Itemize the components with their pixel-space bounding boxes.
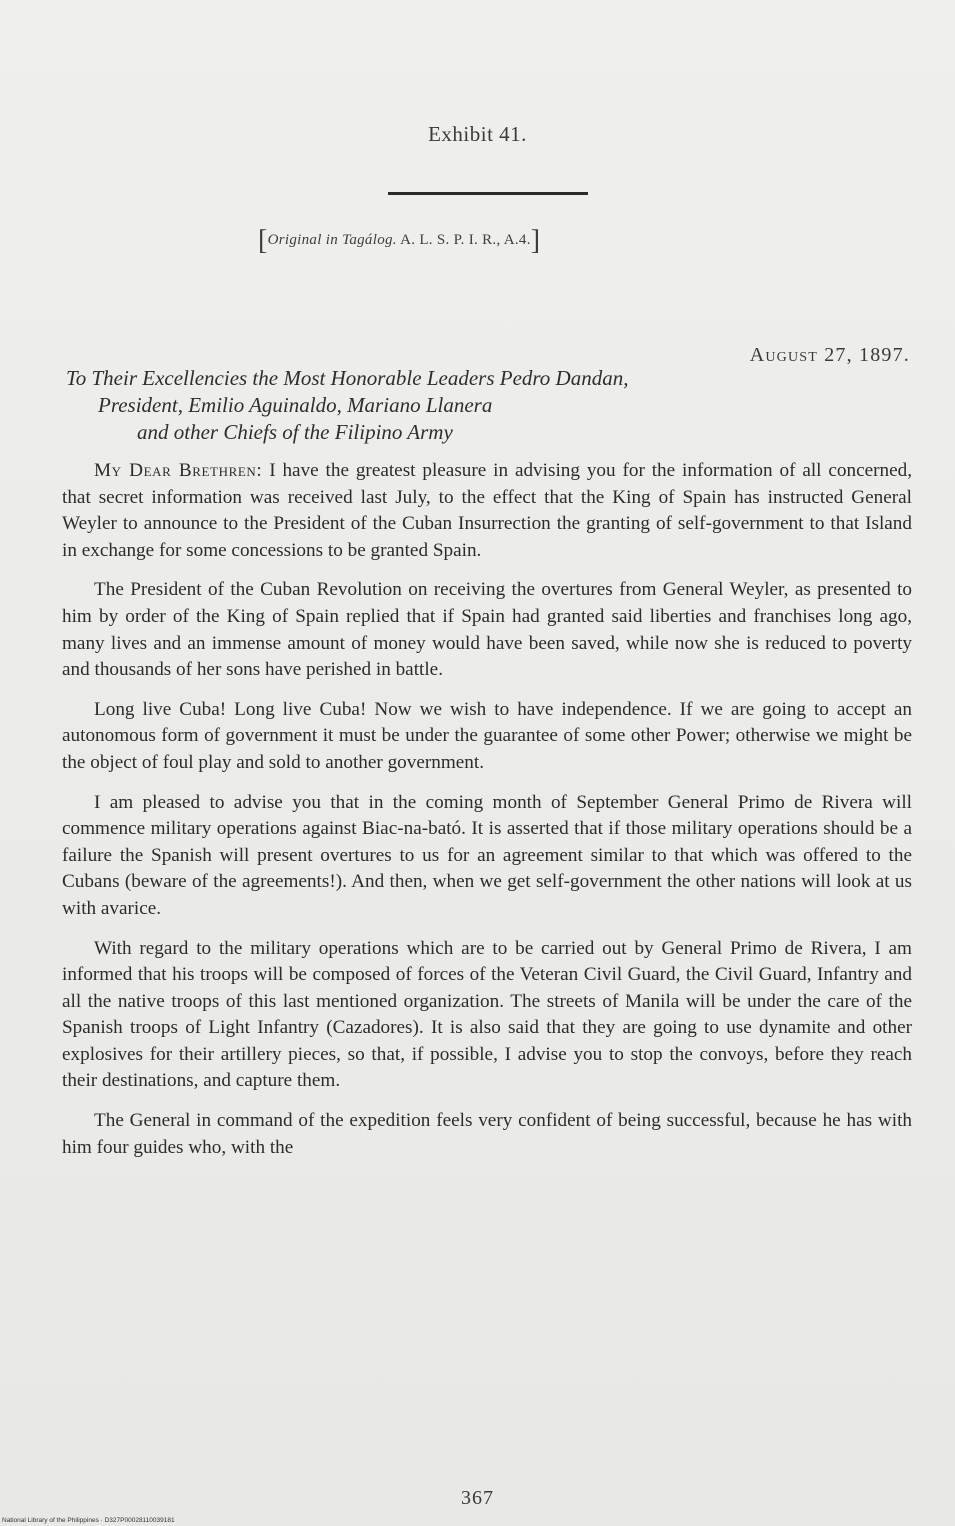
- bracket-open: [: [258, 225, 268, 256]
- title-rule: [388, 192, 588, 195]
- page-number: 367: [461, 1487, 494, 1509]
- exhibit-title: Exhibit 41.: [428, 122, 527, 146]
- letter-address: [66, 365, 906, 446]
- address-line: and other Chiefs of the Filipino Army: [137, 420, 453, 444]
- body-paragraph: The General in command of the expedition feels very confident of being successful, because he has with him four guides who, with the: [62, 1110, 912, 1158]
- original-note-ref: A. L. S. P. I. R., A.4.: [400, 232, 531, 248]
- paragraph-text: I have the greatest pleasure in advising you for the information of all concerned, that secret information was received last July, to the effect that the King of Spain has instructed General Weyler to announce to the President of the Cuban Insurrection the granting of self-government to that Island in exchange for some concessions to be granted Spain.: [62, 460, 913, 561]
- body-paragraph: With regard to the military operations which are to be carried out by General Primo de Rivera, I am informed that his troops will be composed of forces of the Veteran Civil Guard, the Civil Guard, Infantry and all the native troops of this last mentioned organization. The streets of Manila will be under the care of the Spanish troops of Light Infantry (Cazadores). It is also said that they are going to use dynamite and other explosives for their artillery pieces, so that, if possible, I advise you to stop the convoys, before they reach their destinations, and capture them.: [62, 937, 912, 1092]
- body-paragraph: [62, 458, 912, 564]
- original-note-prefix: Original in Tagálog.: [267, 232, 397, 248]
- address-line: President, Emilio Aguinaldo, Mariano Llanera: [98, 393, 493, 417]
- archive-footer: National Library of the Philippines · D327P00028110039181: [2, 1517, 175, 1524]
- salutation: My Dear Brethren:: [94, 460, 263, 481]
- body-paragraph: Long live Cuba! Long live Cuba! Now we wish to have independence. If we are going to accept an autonomous form of government it must be under the guarantee of some other Power; otherwise we might be the object of foul play and sold to another government.: [62, 698, 912, 773]
- address-line: To Their Excellencies the Most Honorable Leaders Pedro Dandan,: [66, 366, 629, 390]
- letter-date: August 27, 1897.: [749, 344, 910, 366]
- body-paragraph: The President of the Cuban Revolution on receiving the overtures from General Weyler, as presented to him by order of the King of Spain replied that if Spain had granted said liberties and franchises long ago, many lives and an immense amount of money would have been saved, while now she is reduced to poverty and thousands of her sons have perished in battle.: [62, 579, 912, 681]
- letter-body: [62, 458, 912, 1174]
- original-note: [258, 225, 540, 257]
- bracket-close: ]: [530, 225, 541, 256]
- body-paragraph: I am pleased to advise you that in the coming month of September General Primo de Rivera will commence military operations against Biac-na-bató. It is asserted that if those military operations should be a failure the Spanish will present overtures to us for an agreement similar to that which was offered to the Cubans (beware of the agreements!). And then, when we get self-government the other nations will look at us with avarice.: [62, 791, 912, 919]
